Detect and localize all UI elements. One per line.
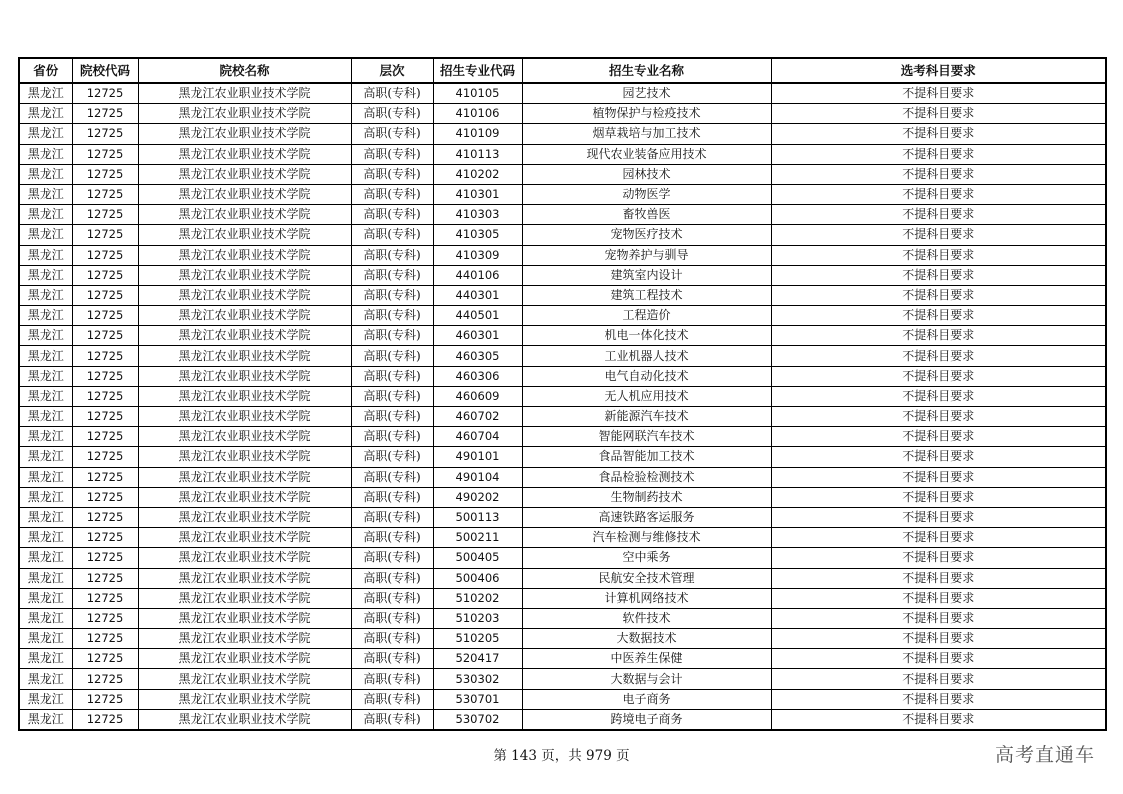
province-cell: 黑龙江 xyxy=(19,144,72,164)
major-code-cell: 460305 xyxy=(433,346,522,366)
level-cell: 高职(专科) xyxy=(351,548,433,568)
school-code-cell: 12725 xyxy=(72,709,138,730)
school-code-cell: 12725 xyxy=(72,124,138,144)
school-name-cell: 黑龙江农业职业技术学院 xyxy=(138,144,351,164)
school-name-cell: 黑龙江农业职业技术学院 xyxy=(138,649,351,669)
major-code-cell: 410309 xyxy=(433,245,522,265)
table-row xyxy=(19,144,1106,164)
school-code-cell: 12725 xyxy=(72,608,138,628)
province-cell: 黑龙江 xyxy=(19,588,72,608)
subject-requirement-cell: 不提科目要求 xyxy=(771,366,1106,386)
major-code-cell: 510203 xyxy=(433,608,522,628)
school-code-cell: 12725 xyxy=(72,507,138,527)
major-code-cell: 500405 xyxy=(433,548,522,568)
major-name-cell: 生物制药技术 xyxy=(522,487,771,507)
major-name-cell: 宠物医疗技术 xyxy=(522,225,771,245)
level-cell: 高职(专科) xyxy=(351,83,433,104)
major-code-cell: 410113 xyxy=(433,144,522,164)
province-cell: 黑龙江 xyxy=(19,669,72,689)
school-name-cell: 黑龙江农业职业技术学院 xyxy=(138,104,351,124)
major-code-cell: 530701 xyxy=(433,689,522,709)
table-row xyxy=(19,407,1106,427)
school-code-cell: 12725 xyxy=(72,366,138,386)
subject-requirement-cell: 不提科目要求 xyxy=(771,265,1106,285)
major-name-cell: 大数据与会计 xyxy=(522,669,771,689)
school-code-cell: 12725 xyxy=(72,548,138,568)
major-name-cell: 烟草栽培与加工技术 xyxy=(522,124,771,144)
major-name-cell: 智能网联汽车技术 xyxy=(522,427,771,447)
major-code-cell: 460704 xyxy=(433,427,522,447)
school-name-cell: 黑龙江农业职业技术学院 xyxy=(138,608,351,628)
major-code-cell: 410202 xyxy=(433,164,522,184)
school-code-cell: 12725 xyxy=(72,164,138,184)
school-code-cell: 12725 xyxy=(72,346,138,366)
header-subject-requirement: 选考科目要求 xyxy=(771,58,1106,83)
school-name-cell: 黑龙江农业职业技术学院 xyxy=(138,447,351,467)
level-cell: 高职(专科) xyxy=(351,245,433,265)
level-cell: 高职(专科) xyxy=(351,568,433,588)
watermark-logo-text: 高考直通车 xyxy=(994,744,1095,766)
subject-requirement-cell: 不提科目要求 xyxy=(771,205,1106,225)
table-body xyxy=(19,83,1106,730)
major-name-cell: 现代农业装备应用技术 xyxy=(522,144,771,164)
level-cell: 高职(专科) xyxy=(351,285,433,305)
level-cell: 高职(专科) xyxy=(351,124,433,144)
major-code-cell: 440106 xyxy=(433,265,522,285)
school-name-cell: 黑龙江农业职业技术学院 xyxy=(138,225,351,245)
province-cell: 黑龙江 xyxy=(19,467,72,487)
level-cell: 高职(专科) xyxy=(351,689,433,709)
subject-requirement-cell: 不提科目要求 xyxy=(771,164,1106,184)
major-code-cell: 410105 xyxy=(433,83,522,104)
major-code-cell: 460301 xyxy=(433,326,522,346)
school-name-cell: 黑龙江农业职业技术学院 xyxy=(138,568,351,588)
table-row xyxy=(19,669,1106,689)
school-name-cell: 黑龙江农业职业技术学院 xyxy=(138,326,351,346)
level-cell: 高职(专科) xyxy=(351,487,433,507)
school-code-cell: 12725 xyxy=(72,689,138,709)
school-code-cell: 12725 xyxy=(72,467,138,487)
level-cell: 高职(专科) xyxy=(351,507,433,527)
subject-requirement-cell: 不提科目要求 xyxy=(771,548,1106,568)
school-name-cell: 黑龙江农业职业技术学院 xyxy=(138,669,351,689)
major-code-cell: 500113 xyxy=(433,507,522,527)
major-code-cell: 410106 xyxy=(433,104,522,124)
level-cell: 高职(专科) xyxy=(351,427,433,447)
province-cell: 黑龙江 xyxy=(19,104,72,124)
subject-requirement-cell: 不提科目要求 xyxy=(771,346,1106,366)
major-code-cell: 460306 xyxy=(433,366,522,386)
school-name-cell: 黑龙江农业职业技术学院 xyxy=(138,709,351,730)
major-code-cell: 410305 xyxy=(433,225,522,245)
subject-requirement-cell: 不提科目要求 xyxy=(771,608,1106,628)
level-cell: 高职(专科) xyxy=(351,164,433,184)
table-row xyxy=(19,124,1106,144)
school-name-cell: 黑龙江农业职业技术学院 xyxy=(138,548,351,568)
school-name-cell: 黑龙江农业职业技术学院 xyxy=(138,265,351,285)
major-name-cell: 空中乘务 xyxy=(522,548,771,568)
school-name-cell: 黑龙江农业职业技术学院 xyxy=(138,689,351,709)
school-name-cell: 黑龙江农业职业技术学院 xyxy=(138,407,351,427)
subject-requirement-cell: 不提科目要求 xyxy=(771,144,1106,164)
school-name-cell: 黑龙江农业职业技术学院 xyxy=(138,205,351,225)
level-cell: 高职(专科) xyxy=(351,326,433,346)
subject-requirement-cell: 不提科目要求 xyxy=(771,709,1106,730)
level-cell: 高职(专科) xyxy=(351,346,433,366)
subject-requirement-cell: 不提科目要求 xyxy=(771,507,1106,527)
table-row xyxy=(19,104,1106,124)
subject-requirement-cell: 不提科目要求 xyxy=(771,487,1106,507)
province-cell: 黑龙江 xyxy=(19,487,72,507)
level-cell: 高职(专科) xyxy=(351,104,433,124)
school-code-cell: 12725 xyxy=(72,487,138,507)
major-code-cell: 410109 xyxy=(433,124,522,144)
subject-requirement-cell: 不提科目要求 xyxy=(771,629,1106,649)
table-row xyxy=(19,285,1106,305)
province-cell: 黑龙江 xyxy=(19,548,72,568)
major-code-cell: 530302 xyxy=(433,669,522,689)
major-name-cell: 机电一体化技术 xyxy=(522,326,771,346)
school-code-cell: 12725 xyxy=(72,184,138,204)
subject-requirement-cell: 不提科目要求 xyxy=(771,568,1106,588)
school-code-cell: 12725 xyxy=(72,225,138,245)
level-cell: 高职(专科) xyxy=(351,205,433,225)
level-cell: 高职(专科) xyxy=(351,447,433,467)
school-code-cell: 12725 xyxy=(72,104,138,124)
school-code-cell: 12725 xyxy=(72,144,138,164)
major-name-cell: 建筑室内设计 xyxy=(522,265,771,285)
table-row xyxy=(19,467,1106,487)
table-row xyxy=(19,245,1106,265)
school-name-cell: 黑龙江农业职业技术学院 xyxy=(138,366,351,386)
subject-requirement-cell: 不提科目要求 xyxy=(771,528,1106,548)
school-name-cell: 黑龙江农业职业技术学院 xyxy=(138,164,351,184)
province-cell: 黑龙江 xyxy=(19,285,72,305)
major-code-cell: 460609 xyxy=(433,386,522,406)
level-cell: 高职(专科) xyxy=(351,528,433,548)
table-row xyxy=(19,427,1106,447)
school-name-cell: 黑龙江农业职业技术学院 xyxy=(138,285,351,305)
subject-requirement-cell: 不提科目要求 xyxy=(771,447,1106,467)
province-cell: 黑龙江 xyxy=(19,265,72,285)
major-code-cell: 440501 xyxy=(433,306,522,326)
subject-requirement-cell: 不提科目要求 xyxy=(771,326,1106,346)
province-cell: 黑龙江 xyxy=(19,568,72,588)
school-code-cell: 12725 xyxy=(72,326,138,346)
major-code-cell: 410301 xyxy=(433,184,522,204)
major-name-cell: 跨境电子商务 xyxy=(522,709,771,730)
level-cell: 高职(专科) xyxy=(351,144,433,164)
school-name-cell: 黑龙江农业职业技术学院 xyxy=(138,588,351,608)
school-name-cell: 黑龙江农业职业技术学院 xyxy=(138,306,351,326)
admission-table xyxy=(18,57,1107,731)
major-name-cell: 电气自动化技术 xyxy=(522,366,771,386)
province-cell: 黑龙江 xyxy=(19,83,72,104)
school-code-cell: 12725 xyxy=(72,265,138,285)
major-name-cell: 园艺技术 xyxy=(522,83,771,104)
table-row xyxy=(19,528,1106,548)
header-major-code: 招生专业代码 xyxy=(433,58,522,83)
level-cell: 高职(专科) xyxy=(351,184,433,204)
major-code-cell: 510205 xyxy=(433,629,522,649)
province-cell: 黑龙江 xyxy=(19,225,72,245)
school-name-cell: 黑龙江农业职业技术学院 xyxy=(138,427,351,447)
table-row xyxy=(19,386,1106,406)
table-row xyxy=(19,184,1106,204)
header-school-code: 院校代码 xyxy=(72,58,138,83)
school-code-cell: 12725 xyxy=(72,427,138,447)
school-name-cell: 黑龙江农业职业技术学院 xyxy=(138,245,351,265)
table-row xyxy=(19,588,1106,608)
table-row xyxy=(19,164,1106,184)
school-name-cell: 黑龙江农业职业技术学院 xyxy=(138,386,351,406)
table-row xyxy=(19,487,1106,507)
school-code-cell: 12725 xyxy=(72,588,138,608)
school-name-cell: 黑龙江农业职业技术学院 xyxy=(138,346,351,366)
major-code-cell: 410303 xyxy=(433,205,522,225)
major-name-cell: 动物医学 xyxy=(522,184,771,204)
province-cell: 黑龙江 xyxy=(19,205,72,225)
province-cell: 黑龙江 xyxy=(19,124,72,144)
school-code-cell: 12725 xyxy=(72,568,138,588)
province-cell: 黑龙江 xyxy=(19,386,72,406)
major-name-cell: 食品检验检测技术 xyxy=(522,467,771,487)
province-cell: 黑龙江 xyxy=(19,346,72,366)
level-cell: 高职(专科) xyxy=(351,669,433,689)
province-cell: 黑龙江 xyxy=(19,164,72,184)
school-name-cell: 黑龙江农业职业技术学院 xyxy=(138,528,351,548)
subject-requirement-cell: 不提科目要求 xyxy=(771,124,1106,144)
major-name-cell: 计算机网络技术 xyxy=(522,588,771,608)
table-row xyxy=(19,225,1106,245)
subject-requirement-cell: 不提科目要求 xyxy=(771,467,1106,487)
subject-requirement-cell: 不提科目要求 xyxy=(771,588,1106,608)
school-code-cell: 12725 xyxy=(72,669,138,689)
province-cell: 黑龙江 xyxy=(19,366,72,386)
table-row xyxy=(19,205,1106,225)
school-name-cell: 黑龙江农业职业技术学院 xyxy=(138,83,351,104)
table-row xyxy=(19,507,1106,527)
major-name-cell: 汽车检测与维修技术 xyxy=(522,528,771,548)
level-cell: 高职(专科) xyxy=(351,407,433,427)
subject-requirement-cell: 不提科目要求 xyxy=(771,386,1106,406)
subject-requirement-cell: 不提科目要求 xyxy=(771,184,1106,204)
major-code-cell: 440301 xyxy=(433,285,522,305)
level-cell: 高职(专科) xyxy=(351,629,433,649)
major-name-cell: 无人机应用技术 xyxy=(522,386,771,406)
table-row xyxy=(19,548,1106,568)
school-name-cell: 黑龙江农业职业技术学院 xyxy=(138,467,351,487)
major-code-cell: 500406 xyxy=(433,568,522,588)
major-name-cell: 畜牧兽医 xyxy=(522,205,771,225)
school-name-cell: 黑龙江农业职业技术学院 xyxy=(138,487,351,507)
table-row xyxy=(19,326,1106,346)
major-code-cell: 490202 xyxy=(433,487,522,507)
major-code-cell: 510202 xyxy=(433,588,522,608)
school-code-cell: 12725 xyxy=(72,306,138,326)
major-code-cell: 460702 xyxy=(433,407,522,427)
level-cell: 高职(专科) xyxy=(351,649,433,669)
province-cell: 黑龙江 xyxy=(19,306,72,326)
school-code-cell: 12725 xyxy=(72,649,138,669)
major-name-cell: 电子商务 xyxy=(522,689,771,709)
province-cell: 黑龙江 xyxy=(19,507,72,527)
school-name-cell: 黑龙江农业职业技术学院 xyxy=(138,124,351,144)
province-cell: 黑龙江 xyxy=(19,245,72,265)
major-name-cell: 食品智能加工技术 xyxy=(522,447,771,467)
major-name-cell: 园林技术 xyxy=(522,164,771,184)
major-code-cell: 490101 xyxy=(433,447,522,467)
subject-requirement-cell: 不提科目要求 xyxy=(771,83,1106,104)
province-cell: 黑龙江 xyxy=(19,184,72,204)
major-name-cell: 大数据技术 xyxy=(522,629,771,649)
level-cell: 高职(专科) xyxy=(351,588,433,608)
school-name-cell: 黑龙江农业职业技术学院 xyxy=(138,184,351,204)
subject-requirement-cell: 不提科目要求 xyxy=(771,427,1106,447)
major-name-cell: 高速铁路客运服务 xyxy=(522,507,771,527)
province-cell: 黑龙江 xyxy=(19,608,72,628)
subject-requirement-cell: 不提科目要求 xyxy=(771,225,1106,245)
major-name-cell: 植物保护与检疫技术 xyxy=(522,104,771,124)
level-cell: 高职(专科) xyxy=(351,366,433,386)
table-row xyxy=(19,709,1106,730)
header-school-name: 院校名称 xyxy=(138,58,351,83)
subject-requirement-cell: 不提科目要求 xyxy=(771,104,1106,124)
table-row xyxy=(19,265,1106,285)
school-code-cell: 12725 xyxy=(72,386,138,406)
school-name-cell: 黑龙江农业职业技术学院 xyxy=(138,507,351,527)
province-cell: 黑龙江 xyxy=(19,326,72,346)
province-cell: 黑龙江 xyxy=(19,709,72,730)
table-row xyxy=(19,689,1106,709)
subject-requirement-cell: 不提科目要求 xyxy=(771,669,1106,689)
subject-requirement-cell: 不提科目要求 xyxy=(771,306,1106,326)
level-cell: 高职(专科) xyxy=(351,386,433,406)
major-code-cell: 530702 xyxy=(433,709,522,730)
table-row xyxy=(19,608,1106,628)
table-row xyxy=(19,83,1106,104)
major-name-cell: 新能源汽车技术 xyxy=(522,407,771,427)
table-row xyxy=(19,629,1106,649)
level-cell: 高职(专科) xyxy=(351,306,433,326)
school-code-cell: 12725 xyxy=(72,205,138,225)
level-cell: 高职(专科) xyxy=(351,225,433,245)
school-code-cell: 12725 xyxy=(72,285,138,305)
major-code-cell: 490104 xyxy=(433,467,522,487)
school-name-cell: 黑龙江农业职业技术学院 xyxy=(138,629,351,649)
level-cell: 高职(专科) xyxy=(351,467,433,487)
subject-requirement-cell: 不提科目要求 xyxy=(771,285,1106,305)
province-cell: 黑龙江 xyxy=(19,528,72,548)
major-code-cell: 500211 xyxy=(433,528,522,548)
province-cell: 黑龙江 xyxy=(19,427,72,447)
province-cell: 黑龙江 xyxy=(19,689,72,709)
major-name-cell: 宠物养护与驯导 xyxy=(522,245,771,265)
table-row xyxy=(19,306,1106,326)
header-major-name: 招生专业名称 xyxy=(522,58,771,83)
province-cell: 黑龙江 xyxy=(19,447,72,467)
table-row xyxy=(19,568,1106,588)
major-code-cell: 520417 xyxy=(433,649,522,669)
level-cell: 高职(专科) xyxy=(351,608,433,628)
major-name-cell: 工程造价 xyxy=(522,306,771,326)
major-name-cell: 软件技术 xyxy=(522,608,771,628)
table-row xyxy=(19,649,1106,669)
table-row xyxy=(19,366,1106,386)
school-code-cell: 12725 xyxy=(72,407,138,427)
major-name-cell: 工业机器人技术 xyxy=(522,346,771,366)
major-name-cell: 民航安全技术管理 xyxy=(522,568,771,588)
header-level: 层次 xyxy=(351,58,433,83)
level-cell: 高职(专科) xyxy=(351,709,433,730)
table-row xyxy=(19,346,1106,366)
subject-requirement-cell: 不提科目要求 xyxy=(771,245,1106,265)
school-code-cell: 12725 xyxy=(72,245,138,265)
table-header-row xyxy=(19,58,1106,83)
major-name-cell: 建筑工程技术 xyxy=(522,285,771,305)
school-code-cell: 12725 xyxy=(72,629,138,649)
subject-requirement-cell: 不提科目要求 xyxy=(771,689,1106,709)
major-name-cell: 中医养生保健 xyxy=(522,649,771,669)
province-cell: 黑龙江 xyxy=(19,407,72,427)
page-number: 第 143 页，共 979 页 xyxy=(493,748,630,764)
header-province: 省份 xyxy=(19,58,72,83)
level-cell: 高职(专科) xyxy=(351,265,433,285)
subject-requirement-cell: 不提科目要求 xyxy=(771,649,1106,669)
subject-requirement-cell: 不提科目要求 xyxy=(771,407,1106,427)
school-code-cell: 12725 xyxy=(72,447,138,467)
school-code-cell: 12725 xyxy=(72,83,138,104)
table-row xyxy=(19,447,1106,467)
province-cell: 黑龙江 xyxy=(19,649,72,669)
province-cell: 黑龙江 xyxy=(19,629,72,649)
school-code-cell: 12725 xyxy=(72,528,138,548)
